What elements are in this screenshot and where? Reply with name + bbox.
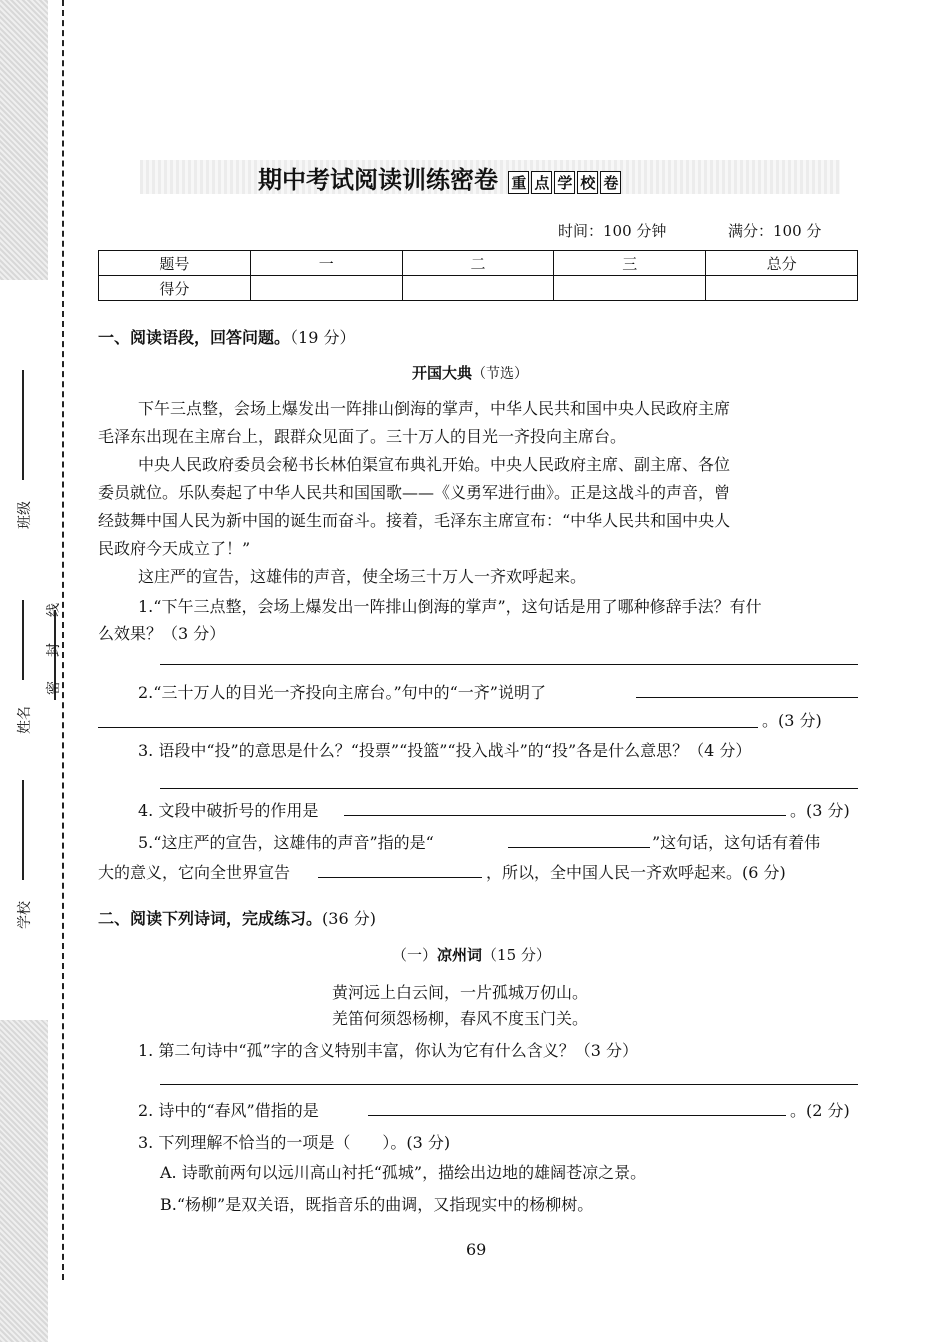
poem-title-prefix: （一）: [392, 946, 438, 964]
passage-title: [412, 362, 528, 383]
seal-dashed-line: [62, 0, 64, 1280]
poem-line-2: 羌笛何须怨杨柳，春风不度玉门关。: [332, 1009, 589, 1028]
section1-heading: [98, 325, 355, 348]
question-2: 2.“三十万人的目光一齐投向主席台。”句中的“一齐”说明了: [138, 683, 546, 702]
badge-5: 卷: [600, 171, 621, 194]
paragraph-line: 民政府今天成立了！”: [98, 539, 251, 558]
title-text: 期中考试阅读训练密卷: [258, 166, 498, 194]
score-input-2[interactable]: [402, 276, 554, 301]
question-5-part4: ，所以，全中国人民一齐欢呼起来。(6 分): [486, 863, 786, 882]
poem-question-3: 3. 下列理解不恰当的一项是（ ）。(3 分): [138, 1133, 451, 1152]
answer-line-pq2[interactable]: [368, 1115, 786, 1116]
seal-char-1: 密: [46, 681, 62, 695]
paragraph-line: 这庄严的宣告，这雄伟的声音，使全场三十万人一齐欢呼起来。: [138, 567, 587, 586]
scan-shadow-left: [0, 0, 48, 1342]
answer-line-q5b[interactable]: [318, 877, 482, 878]
answer-line-q2a[interactable]: [636, 697, 858, 698]
cell-score-label: 得分: [99, 276, 251, 301]
score-table-score-row: [99, 276, 858, 301]
exam-time: 时间：100 分钟: [558, 222, 667, 240]
paragraph-line: 经鼓舞中国人民为新中国的诞生而奋斗。接着，毛泽东主席宣布：“中华人民共和国中央人: [98, 511, 731, 530]
paragraph-line: 下午三点整，会场上爆发出一阵排山倒海的掌声，中华人民共和国中央人民政府主席: [138, 399, 731, 418]
cell-label: 题号: [99, 251, 251, 276]
question-4: 4. 文段中破折号的作用是: [138, 801, 319, 820]
cell-total: 总分: [706, 251, 858, 276]
section2-points: (36 分): [322, 909, 376, 928]
score-input-1[interactable]: [250, 276, 402, 301]
answer-line-q4[interactable]: [344, 815, 786, 816]
school-label: 学校: [17, 901, 33, 929]
poem-question-1: 1. 第二句诗中“孤”字的含义特别丰富，你认为它有什么含义？（3 分）: [138, 1041, 638, 1060]
school-underline: [22, 780, 24, 880]
answer-line-q2b[interactable]: [98, 727, 758, 728]
answer-line-q5a[interactable]: [508, 847, 650, 848]
paragraph-line: 委员就位。乐队奏起了中华人民共和国国歌——《义勇军进行曲》。正是这战斗的声音，曾: [98, 483, 731, 502]
poem-line-1: 黄河远上白云间，一片孤城万仞山。: [332, 983, 589, 1002]
section2-heading-text: 二、阅读下列诗词，完成练习。: [98, 909, 323, 928]
score-input-total[interactable]: [706, 276, 858, 301]
class-underline: [22, 370, 24, 480]
question-5-part1: 5.“这庄严的宣告，这雄伟的声音”指的是“: [138, 833, 434, 852]
badge-2: 点: [531, 171, 552, 194]
page-title: [258, 160, 621, 195]
seal-char-2: 封: [46, 643, 62, 657]
question-5-part3: 大的意义，它向全世界宣告: [98, 863, 291, 882]
page-number: 69: [466, 1240, 487, 1259]
cell-q3: 三: [554, 251, 706, 276]
option-b[interactable]: B.“杨柳”是双关语，既指音乐的曲调，又指现实中的杨柳树。: [160, 1195, 594, 1214]
paragraph-line: 毛泽东出现在主席台上，跟群众见面了。三十万人的目光一齐投向主席台。: [98, 427, 627, 446]
exam-full-score: 满分：100 分: [728, 222, 822, 240]
badge-4: 校: [577, 171, 598, 194]
section1-heading-text: 一、阅读语段，回答问题。: [98, 328, 291, 347]
answer-line-q3[interactable]: [160, 788, 858, 789]
badge-1: 重: [508, 171, 529, 194]
badge-3: 学: [554, 171, 575, 194]
option-a[interactable]: A. 诗歌前两句以远川高山衬托“孤城”，描绘出边地的雄阔苍凉之景。: [160, 1163, 647, 1182]
poem-question-2: 2. 诗中的“春风”借指的是: [138, 1101, 319, 1120]
section1-points: （19 分）: [290, 328, 356, 347]
question-1-line1: 1.“下午三点整，会场上爆发出一阵排山倒海的掌声”，这句话是用了哪种修辞手法？有什: [138, 597, 762, 616]
poem-question-2-points: 。(2 分): [790, 1101, 850, 1120]
answer-line-q1[interactable]: [160, 664, 858, 665]
cell-q2: 二: [402, 251, 554, 276]
poem-title: [392, 944, 551, 965]
answer-line-pq1[interactable]: [160, 1084, 858, 1085]
question-5-part2: ”这句话，这句话有着伟: [652, 833, 821, 852]
score-table-header-row: [99, 251, 858, 276]
question-4-points: 。(3 分): [790, 801, 850, 820]
paragraph-line: 中央人民政府委员会秘书长林伯渠宣布典礼开始。中央人民政府主席、副主席、各位: [138, 455, 731, 474]
question-1-line2: 么效果？（3 分）: [98, 624, 226, 643]
question-2-points: 。(3 分): [762, 711, 822, 730]
name-underline: [22, 600, 24, 680]
passage-title-note: （节选）: [472, 366, 529, 382]
passage-title-text: 开国大典: [412, 364, 473, 382]
poem-title-points: （15 分）: [482, 946, 551, 964]
score-table: [98, 250, 858, 301]
question-3: 3. 语段中“投”的意思是什么？“投票”“投篮”“投入战斗”的“投”各是什么意思？（4 分）: [138, 741, 752, 760]
class-label: 班级: [17, 501, 33, 529]
name-label: 姓名: [17, 706, 33, 734]
section2-heading: [98, 906, 376, 929]
seal-char-3: 线: [46, 603, 62, 617]
cell-q1: 一: [250, 251, 402, 276]
score-input-3[interactable]: [554, 276, 706, 301]
poem-title-text: 凉州词: [437, 946, 483, 964]
